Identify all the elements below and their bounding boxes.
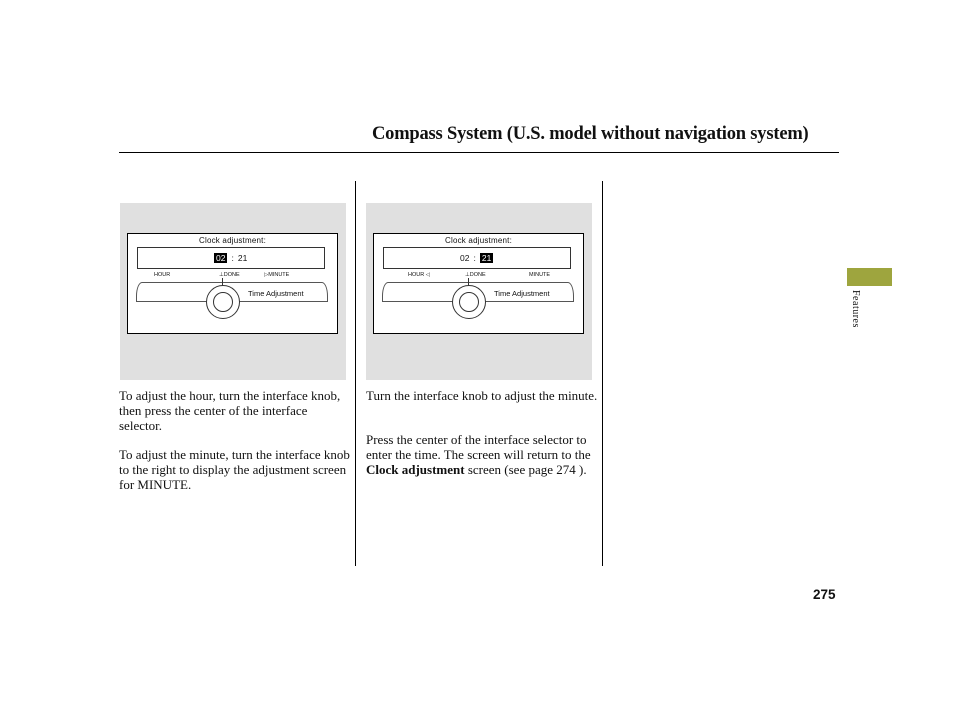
- col2-para2: Press the center of the interface selector to enter the time. The screen will return to the Clock adjustment screen (see page 274 ).: [366, 432, 591, 477]
- section-tab: [847, 268, 892, 286]
- time-adjustment-label: Time Adjustment: [494, 289, 550, 298]
- screen-title: Clock adjustment:: [199, 236, 266, 245]
- figure-minute-adjust: [366, 203, 592, 380]
- header-rule: [119, 152, 839, 153]
- section-label: Features: [850, 290, 861, 328]
- interface-knob-icon: [452, 285, 486, 319]
- done-label: ⊥DONE: [219, 272, 240, 278]
- left-arrow-icon: ◁: [424, 272, 430, 278]
- minute-label: ▷MINUTE: [264, 272, 290, 278]
- hour-value: 02: [216, 253, 226, 263]
- hour-label: HOUR: [154, 272, 171, 278]
- page-title: Compass System (U.S. model without navigation system): [372, 124, 809, 144]
- col2-para1: Turn the interface knob to adjust the minute.: [366, 388, 598, 403]
- hour-value: 02: [460, 253, 470, 263]
- page-number: 275: [813, 587, 836, 602]
- hour-label: HOUR ◁: [408, 272, 430, 278]
- done-label: ⊥DONE: [465, 272, 486, 278]
- column-divider-1: [355, 181, 356, 566]
- column-divider-2: [602, 181, 603, 566]
- push-icon: ⊥: [219, 272, 224, 278]
- figure-hour-adjust: [120, 203, 346, 380]
- time-adjustment-label: Time Adjustment: [248, 289, 304, 298]
- minute-value: 21: [237, 253, 248, 263]
- time-display: 02 : 21: [383, 247, 571, 269]
- right-arrow-icon: ▷: [264, 272, 269, 278]
- col1-para2: To adjust the minute, turn the interface knob to the right to display the adjustment screen for MINUTE.: [119, 447, 350, 492]
- clock-adjustment-ref: Clock adjustment: [366, 462, 465, 477]
- display-screen: [127, 233, 338, 334]
- minute-label: MINUTE: [529, 272, 551, 278]
- col1-para1: To adjust the hour, turn the interface knob, then press the center of the interface selector.: [119, 388, 341, 433]
- display-screen: [373, 233, 584, 334]
- minute-value: 21: [481, 253, 492, 263]
- interface-knob-icon: [206, 285, 240, 319]
- screen-title: Clock adjustment:: [445, 236, 512, 245]
- time-display: 02 : 21: [137, 247, 325, 269]
- push-icon: ⊥: [465, 272, 470, 278]
